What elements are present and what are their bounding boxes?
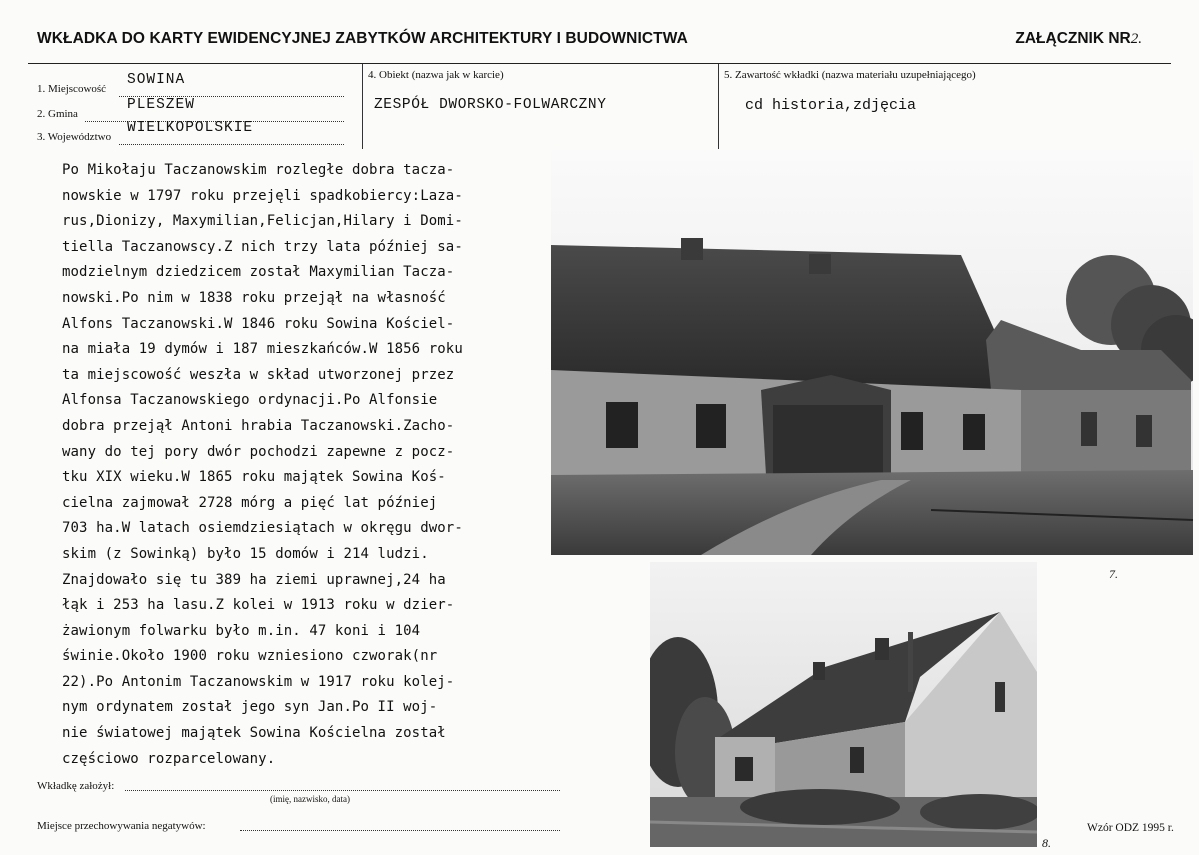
text-line: 22).Po Antonim Taczanowskim w 1917 roku kolej-: [62, 673, 455, 690]
text-line: łąk i 253 ha lasu.Z kolei w 1913 roku w dzier-: [62, 597, 455, 614]
negatives-location-dotted-line: [240, 830, 560, 831]
text-line: Znajdowało się tu 389 ha ziemi uprawnej,24 ha: [62, 571, 446, 588]
field-wojewodztwo-value: WIELKOPOLSKIE: [127, 120, 254, 136]
text-line: skim (z Sowinką) było 15 domów i 214 ludzi.: [62, 545, 429, 562]
dotted-line: [119, 144, 344, 145]
text-line: żawionym folwarku było m.in. 47 koni i 104: [62, 622, 421, 639]
text-line: nie światowej majątek Sowina Kościelna został: [62, 725, 446, 742]
header-rule: [28, 63, 1171, 64]
text-line: cielna zajmował 2728 mórg a pięć lat później: [62, 494, 438, 511]
field-miejscowosc-label: 1. Miejscowość: [37, 83, 107, 95]
contents-value: cd historia,zdjęcia: [745, 97, 917, 114]
object-value: ZESPÓŁ DWORSKO-FOLWARCZNY: [374, 97, 607, 113]
field-gmina-label: 2. Gmina: [37, 108, 78, 120]
document-title: WKŁADKA DO KARTY EWIDENCYJNEJ ZABYTKÓW ARCHITEKTURY I BUDOWNICTWA: [37, 30, 688, 47]
column-divider-1: [362, 64, 363, 149]
field-wojewodztwo-label: 3. Województwo: [37, 131, 112, 143]
photo-manor-house-caption: 7.: [1109, 567, 1118, 581]
text-line: 703 ha.W latach osiemdziesiątach w okręgu dwor-: [62, 520, 463, 537]
form-model: Wzór ODZ 1995 r.: [1087, 822, 1174, 834]
negatives-location-label: Miejsce przechowywania negatywów:: [37, 820, 206, 832]
contents-label: 5. Zawartość wkładki (nazwa materiału uzupełniającego): [724, 69, 976, 81]
annex-number-handwritten: 2.: [1130, 31, 1142, 47]
photo-farm-building-caption: 8.: [1042, 836, 1051, 850]
text-line: modzielnym dziedzicem został Maxymilian Tacza-: [62, 264, 455, 281]
annex-number: [1015, 30, 1142, 48]
text-line: Alfonsa Taczanowskiego ordynacji.Po Alfonsie: [62, 392, 438, 409]
founded-by-dotted-line: [125, 790, 560, 791]
field-miejscowosc-value: SOWINA: [127, 72, 186, 88]
text-line: świnie.Około 1900 roku wzniesiono czworak(nr: [62, 648, 438, 665]
photo-farm-building: [650, 562, 1037, 847]
text-line: tku XIX wieku.W 1865 roku majątek Sowina Koś-: [62, 469, 446, 486]
text-line: nowskie w 1797 roku przejęli spadkobiercy:Laza-: [62, 187, 463, 204]
text-line: tiella Taczanowscy.Z nich trzy lata później sa-: [62, 238, 463, 255]
text-line: ta miejscowość weszła w skład utworzonej przez: [62, 366, 455, 383]
column-divider-2: [718, 64, 719, 149]
text-line: dobra przejął Antoni hrabia Taczanowski.Zacho-: [62, 417, 455, 434]
annex-label: ZAŁĄCZNIK NR: [1015, 30, 1131, 47]
founded-by-label: Wkładkę założył:: [37, 780, 115, 792]
manor-house-image: [551, 150, 1193, 555]
field-gmina-value: PLESZEW: [127, 97, 195, 113]
text-line: na miała 19 dymów i 187 mieszkańców.W 1856 roku: [62, 341, 463, 358]
text-line: rus,Dionizy, Maxymilian,Felicjan,Hilary i Domi-: [62, 213, 463, 230]
text-line: częściowo rozparcelowany.: [62, 750, 276, 767]
field-wojewodztwo: [37, 120, 347, 148]
text-line: wany do tej pory dwór pochodzi zapewne z pocz-: [62, 443, 455, 460]
farm-building-image: [650, 562, 1037, 847]
text-line: nowski.Po nim w 1838 roku przejął na własność: [62, 289, 446, 306]
object-label: 4. Obiekt (nazwa jak w karcie): [368, 69, 504, 81]
text-line: Po Mikołaju Taczanowskim rozległe dobra tacza-: [62, 162, 455, 178]
text-line: Alfons Taczanowski.W 1846 roku Sowina Kościel-: [62, 315, 455, 332]
founded-by-sublabel: (imię, nazwisko, data): [270, 794, 350, 804]
text-line: nym ordynatem został jego syn Jan.Po II woj-: [62, 699, 438, 716]
history-text: [62, 158, 562, 772]
photo-manor-house: [551, 150, 1193, 555]
